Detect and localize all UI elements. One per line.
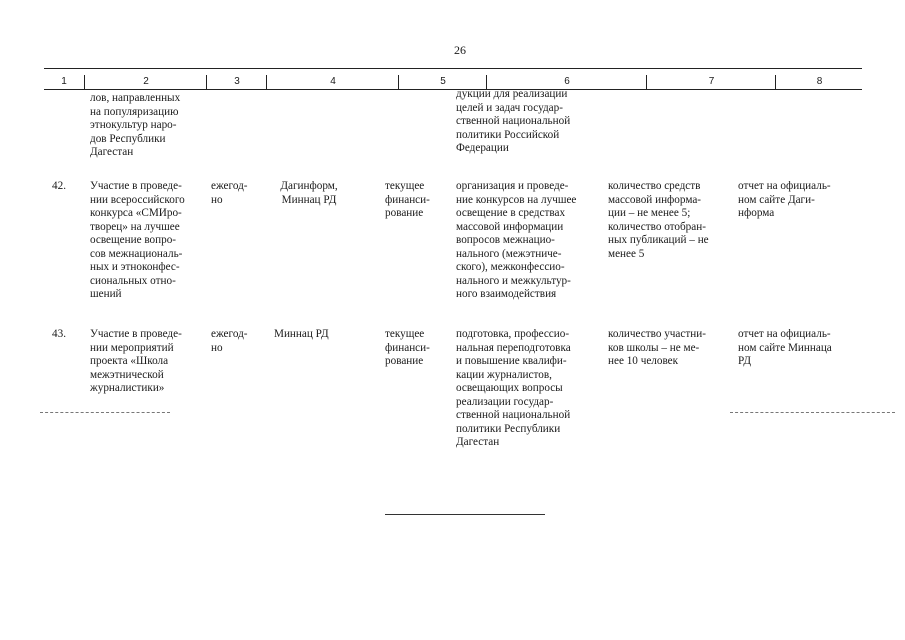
- funding-cell: текущее финанси- рование: [385, 180, 430, 219]
- indicator-cell: количество средств массовой информа- ции – не менее 5; количество отобран- ных публикаций – не менее 5: [608, 180, 709, 260]
- period-cell: ежегод- но: [211, 328, 248, 354]
- footer-rule: [385, 514, 545, 515]
- column-header-1: 1: [61, 76, 67, 87]
- executor-cell: Миннац РД: [274, 328, 329, 340]
- table-top-rule: [44, 68, 862, 69]
- report-cell: отчет на официаль- ном сайте Миннаца РД: [738, 328, 832, 367]
- measure-cell: Участие в проведе- нии всероссийского конкурса «СМИро- творец» на лучшее освещение вопро- сов межнациональ- ных и этноконфес- сиональных отно- шений: [90, 180, 185, 300]
- column-header-3: 3: [206, 75, 267, 89]
- report-cell: отчет на официаль- ном сайте Даги- нформа: [738, 180, 831, 219]
- column-header-6: 6: [486, 75, 647, 89]
- result-cell: подготовка, профессио- нальная переподготовка и повышение квалифи- кации журналистов, освещающих вопросы реализации государ- ственной национальной политики Республики Дагестан: [456, 328, 571, 448]
- table-header-row: [44, 75, 862, 90]
- column-header-5: 5: [398, 75, 487, 89]
- scan-artifact-line: [40, 412, 170, 413]
- column-header-2: 2: [84, 75, 207, 89]
- continuation-measure-cell: лов, направленных на популяризацию этнокультур наро- дов Республики Дагестан: [90, 92, 181, 158]
- scan-artifact-line: [730, 412, 895, 413]
- period-cell: ежегод- но: [211, 180, 248, 206]
- row-number: 42.: [52, 180, 66, 192]
- column-header-7: 7: [646, 75, 776, 89]
- continuation-result-cell: дукции для реализации целей и задач государ- ственной национальной политики Российской Федерации: [456, 88, 571, 154]
- page-number: 26: [454, 43, 466, 57]
- measure-cell: Участие в проведе- нии мероприятий проекта «Школа межэтнической журналистики»: [90, 328, 182, 394]
- column-header-4: 4: [266, 75, 399, 89]
- indicator-cell: количество участни- ков школы – не ме- нее 10 человек: [608, 328, 706, 367]
- result-cell: организация и проведе- ние конкурсов на лучшее освещение в средствах массовой информации вопросов межнацио- нального (межэтниче- ского), межконфессио- нального и межкультур- ного взаимодействия: [456, 180, 577, 300]
- row-number: 43.: [52, 328, 66, 340]
- column-header-8: 8: [775, 75, 863, 89]
- executor-cell: Дагинформ, Миннац РД: [280, 180, 338, 206]
- funding-cell: текущее финанси- рование: [385, 328, 430, 367]
